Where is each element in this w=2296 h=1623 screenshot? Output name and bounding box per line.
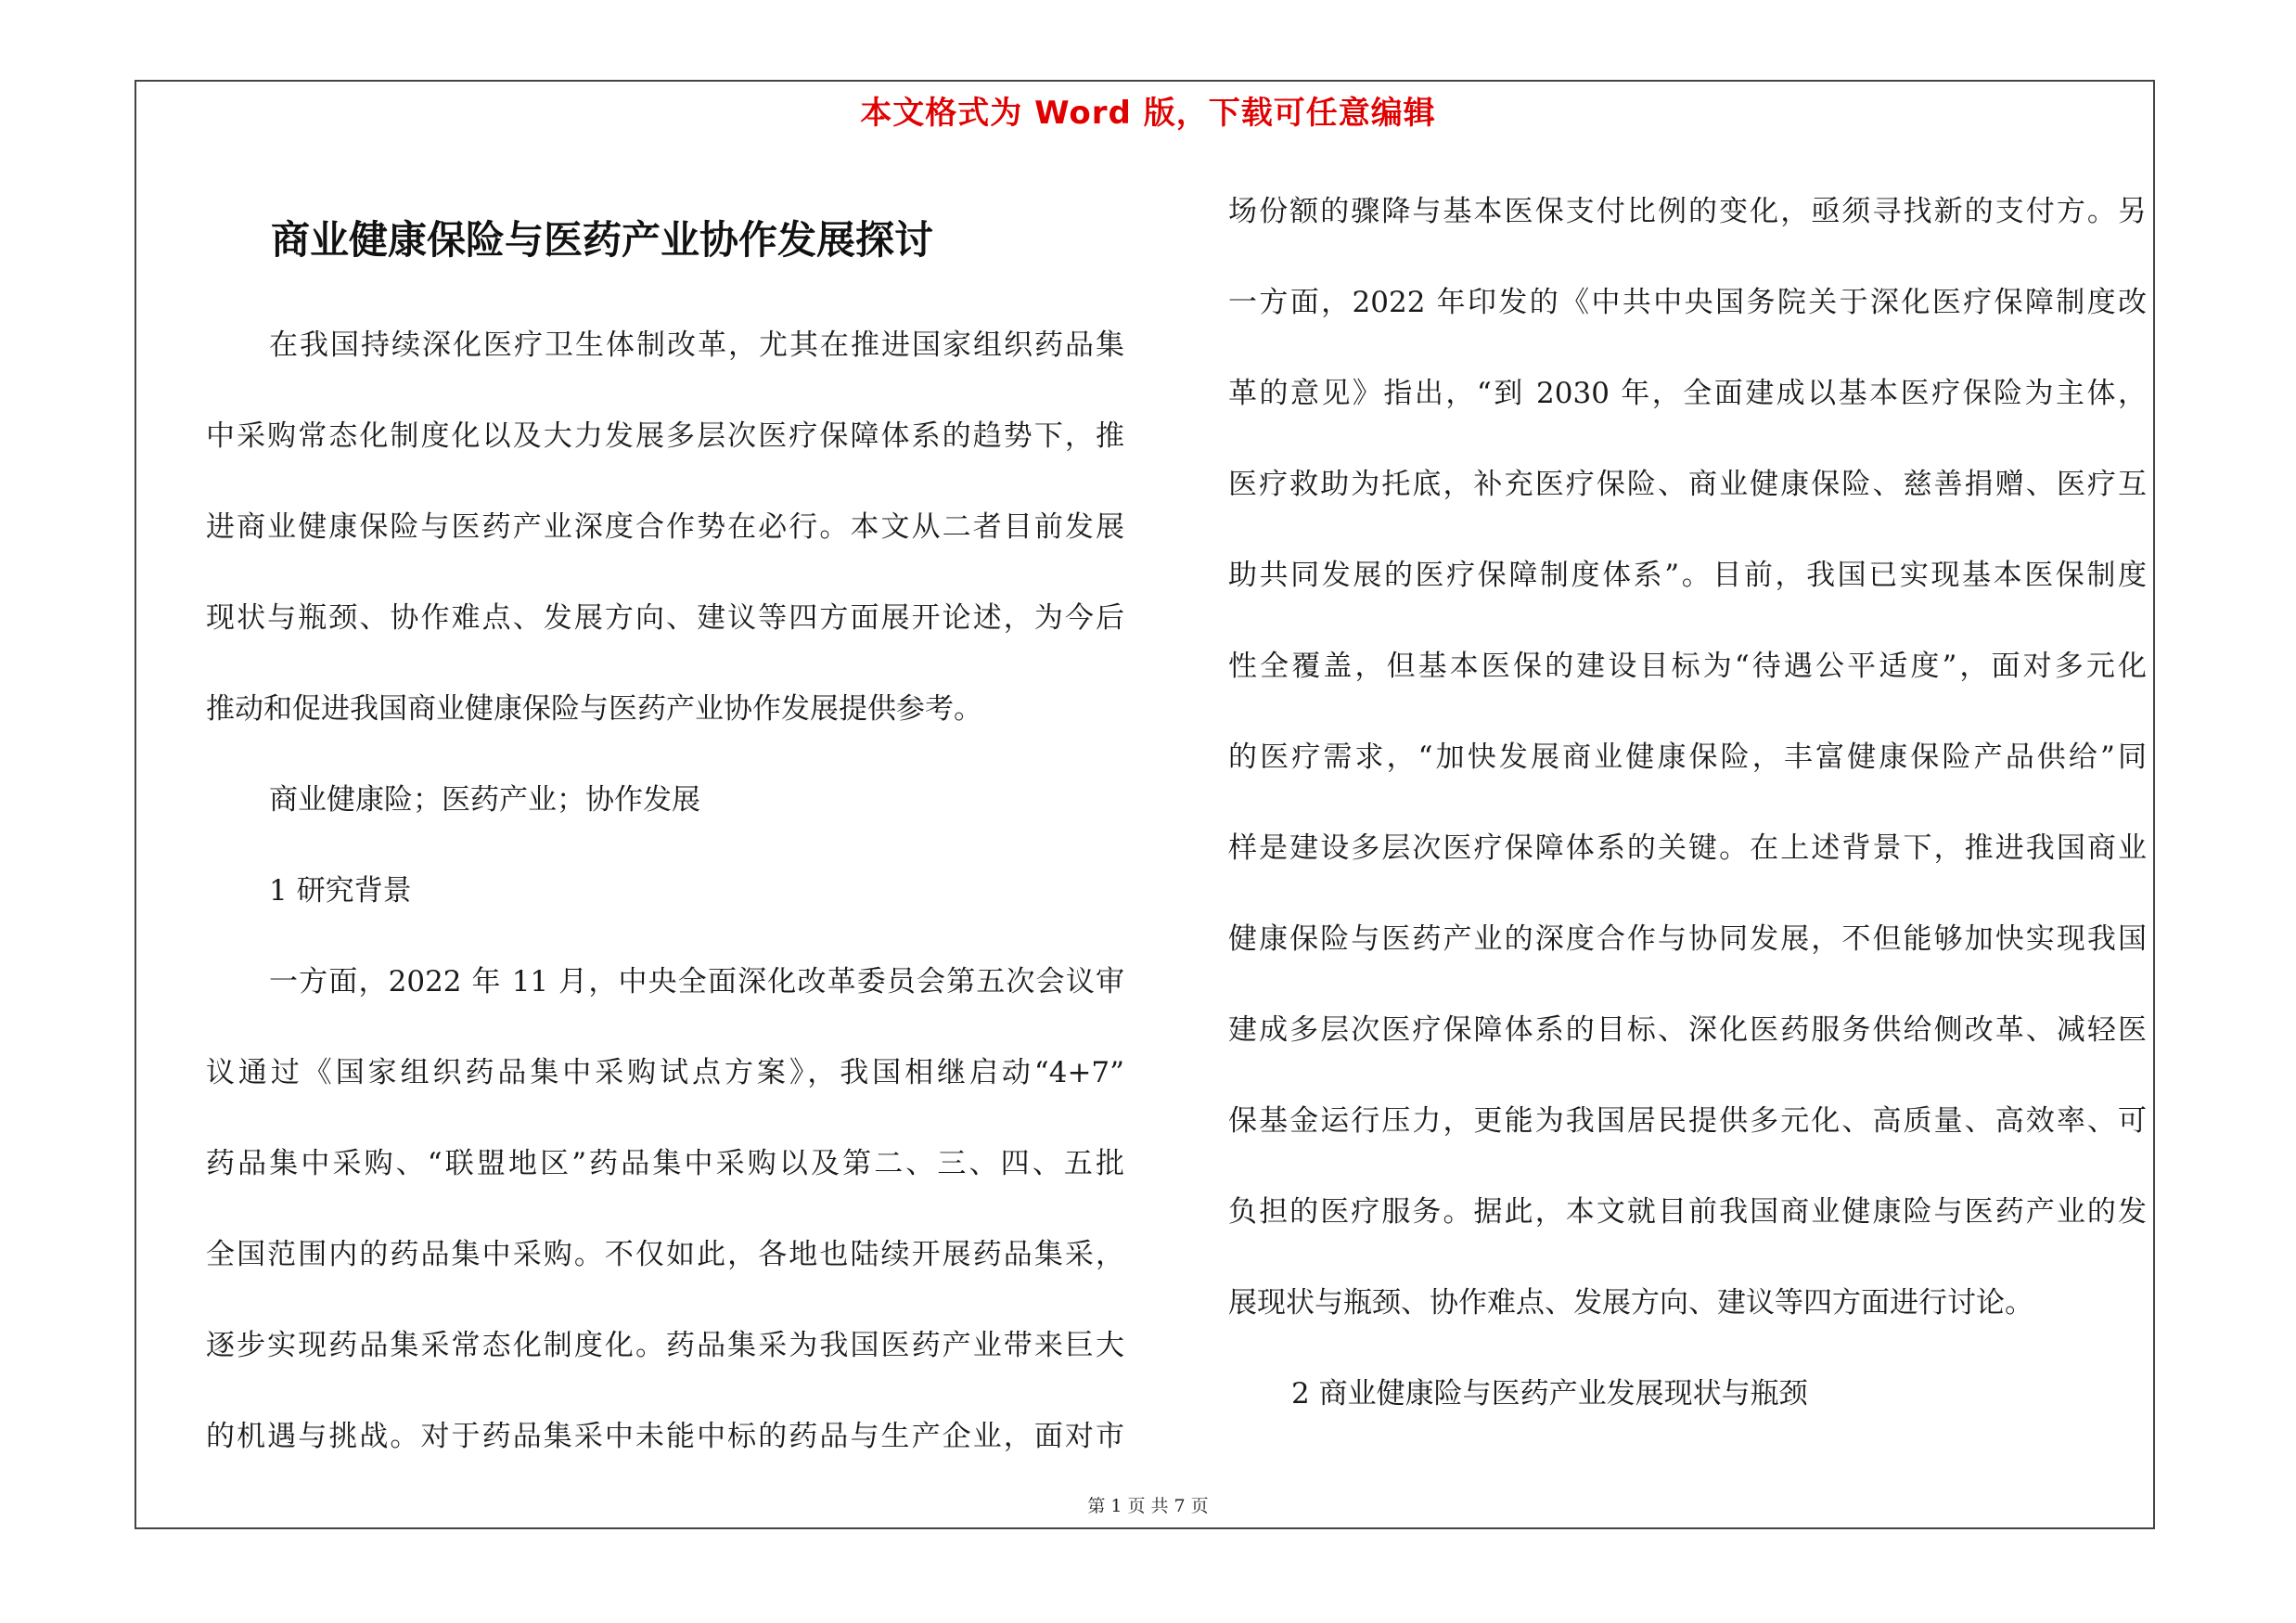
paragraph-line: 中采购常态化制度化以及大力发展多层次医疗保障体系的趋势下，推: [206, 419, 1124, 453]
paragraph-line: 负担的医疗服务。据此，本文就目前我国商业健康险与医药产业的发: [1228, 1195, 2147, 1229]
paragraph-line: 进商业健康保险与医药产业深度合作势在必行。本文从二者目前发展: [206, 510, 1124, 544]
paragraph-line: 场份额的骤降与基本医保支付比例的变化，亟须寻找新的支付方。另: [1228, 195, 2147, 228]
paragraph-line: 的医疗需求，“加快发展商业健康保险，丰富健康保险产品供给”同: [1228, 741, 2147, 774]
paragraph-line: 药品集中采购、“联盟地区”药品集中采购以及第二、三、四、五批: [206, 1147, 1124, 1180]
paragraph-line: 革的意见》指出，“到 2030 年，全面建成以基本医疗保险为主体，: [1228, 377, 2147, 410]
document-title: 商业健康保险与医药产业协作发展探讨: [271, 217, 934, 263]
paragraph-line: 医疗救助为托底，补充医疗保险、商业健康保险、慈善捐赠、医疗互: [1228, 468, 2147, 501]
page-number-footer: 第 1 页 共 7 页: [1087, 1496, 1209, 1516]
paragraph-line: 样是建设多层次医疗保障体系的关键。在上述背景下，推进我国商业: [1228, 831, 2147, 865]
paragraph-line: 健康保险与医药产业的深度合作与协同发展，不但能够加快实现我国: [1228, 922, 2147, 956]
paragraph-line: 全国范围内的药品集中采购。不仅如此，各地也陆续开展药品集采，: [206, 1238, 1124, 1271]
header-banner: 本文格式为 Word 版，下载可任意编辑: [860, 95, 1436, 132]
paragraph-line: 助共同发展的医疗保障制度体系”。目前，我国已实现基本医保制度: [1228, 559, 2147, 592]
paragraph-line: 一方面，2022 年 11 月，中央全面深化改革委员会第五次会议审: [269, 965, 1124, 998]
paragraph-line: 保基金运行压力，更能为我国居民提供多元化、高质量、高效率、可: [1228, 1104, 2147, 1138]
section-heading: 1 研究背景: [269, 874, 412, 908]
paragraph-line: 现状与瓶颈、协作难点、发展方向、建议等四方面展开论述，为今后: [206, 601, 1124, 635]
paragraph-line: 的机遇与挑战。对于药品集采中未能中标的药品与生产企业，面对市: [206, 1420, 1124, 1453]
section-heading: 2 商业健康险与医药产业发展现状与瓶颈: [1291, 1377, 1808, 1410]
paragraph-line: 逐步实现药品集采常态化制度化。药品集采为我国医药产业带来巨大: [206, 1329, 1124, 1362]
paragraph-line: 推动和促进我国商业健康保险与医药产业协作发展提供参考。: [206, 692, 982, 726]
paragraph-line: 建成多层次医疗保障体系的目标、深化医药服务供给侧改革、减轻医: [1228, 1013, 2147, 1047]
keywords-line: 商业健康险；医药产业；协作发展: [269, 783, 700, 817]
paragraph-line: 性全覆盖，但基本医保的建设目标为“待遇公平适度”，面对多元化: [1228, 650, 2147, 683]
paragraph-line: 在我国持续深化医疗卫生体制改革，尤其在推进国家组织药品集: [269, 328, 1124, 362]
paragraph-line: 议通过《国家组织药品集中采购试点方案》，我国相继启动“4+7”: [206, 1056, 1124, 1089]
paragraph-line: 展现状与瓶颈、协作难点、发展方向、建议等四方面进行讨论。: [1228, 1286, 2033, 1320]
paragraph-line: 一方面，2022 年印发的《中共中央国务院关于深化医疗保障制度改: [1228, 286, 2147, 319]
